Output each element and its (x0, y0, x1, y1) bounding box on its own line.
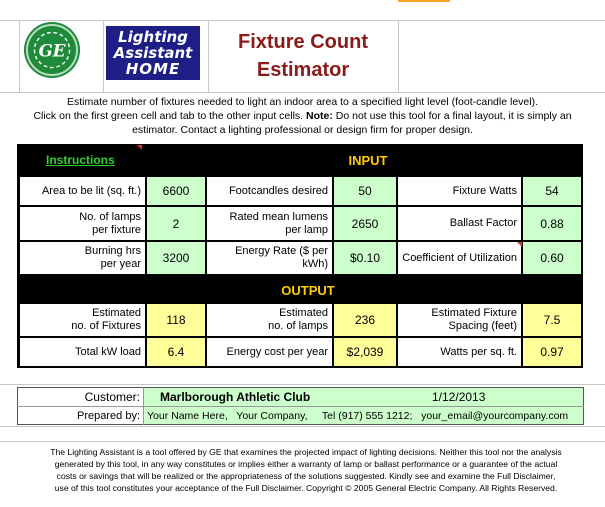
prepared-by-label: Prepared by: (77, 409, 140, 422)
lumens-label-1: Rated mean lumens (229, 210, 328, 223)
intro-line-2 (0, 109, 605, 123)
lumens-label (207, 207, 332, 240)
fixtures-label-2: no. of Fixtures (71, 320, 141, 332)
disclaimer (36, 446, 576, 494)
page-title (210, 28, 396, 84)
ballast-factor-label: Ballast Factor (398, 207, 521, 240)
lumens-label-2: per lamp (285, 223, 328, 236)
est-lamps-label-2: no. of lamps (268, 320, 328, 332)
cu-label: Coefficient of Utilization (398, 242, 521, 274)
hours-label-1: Burning hrs (84, 245, 141, 257)
instructions-link[interactable]: Instructions (46, 153, 115, 167)
footcandles-input[interactable]: 50 (334, 177, 396, 205)
output-heading: OUTPUT (281, 282, 335, 298)
customer-name[interactable]: Marlborough Athletic Club (160, 390, 311, 404)
intro-line-1: Estimate number of fixtures needed to light an indoor area to a specified light level (foot-candle level). (66, 96, 538, 108)
input-heading: INPUT (348, 152, 388, 168)
energy-rate-input[interactable]: $0.10 (334, 242, 396, 274)
total-kw-label: Total kW load (20, 338, 145, 366)
watts-per-sqft-value: 0.97 (523, 338, 581, 366)
prepared-by-value[interactable]: Your Name Here, Your Company, Tel (917) 555 1212; your_email@yourcompany.com (147, 409, 569, 422)
ge-logo (26, 24, 78, 76)
disclaimer-line-3: costs or savings that will be realized or the appropriateness of the solutions suggested. Kindly see and examine the Full Disclaimer, (56, 471, 556, 481)
customer-date[interactable]: 1/12/2013 (432, 390, 486, 404)
title-line-2: Estimator (256, 59, 350, 81)
disclaimer-line-2: generated by this tool, in any way constitutes or implies either a warranty of lamp or ballast performance or a guarantee of the actual (54, 459, 558, 469)
disclaimer-line-4: use of this tool constitutes your acceptance of the Full Disclaimer. Copyright © 2005 General Electric Company. All Rights Reserved. (54, 483, 558, 493)
burning-hours-label (20, 242, 145, 274)
total-kw-value: 6.4 (147, 338, 205, 366)
fixture-spacing-label (398, 304, 521, 336)
est-fixtures-value: 118 (147, 304, 205, 336)
disclaimer-line-1: The Lighting Assistant is a tool offered by GE that examines the projected impact of lighting decisions. Neither this tool nor the analysis (50, 447, 562, 457)
ge-logo-text: GE (38, 40, 66, 61)
cu-input[interactable]: 0.60 (523, 242, 581, 274)
intro-note: Note: (306, 110, 333, 122)
customer-label: Customer: (84, 390, 140, 404)
spacing-label-2: Spacing (feet) (448, 320, 517, 332)
area-label: Area to be lit (sq. ft.) (20, 177, 145, 205)
est-lamps-label (207, 304, 332, 336)
intro-line-2b: Do not use this tool for a final layout, it is simply an (332, 110, 572, 122)
fixture-watts-label: Fixture Watts (398, 177, 521, 205)
comment-marker-icon (517, 242, 522, 247)
energy-cost-value: $2,039 (334, 338, 396, 366)
hours-label-2: per year (100, 258, 141, 270)
burning-hours-input[interactable]: 3200 (147, 242, 205, 274)
logo-line-3: HOME (125, 60, 181, 78)
lumens-input[interactable]: 2650 (334, 207, 396, 240)
intro-line-3: estimator. Contact a lighting professional or design firm for proper design. (132, 124, 473, 136)
comment-marker-icon (137, 145, 142, 150)
energy-rate-label: Energy Rate ($ per kWh) (207, 242, 332, 274)
footcandles-label: Footcandles desired (207, 177, 332, 205)
lighting-assistant-logo (106, 26, 200, 80)
intro-text (0, 95, 605, 137)
lamps-label-2: per fixture (92, 223, 141, 236)
est-fixtures-label (20, 304, 145, 336)
area-input[interactable]: 6600 (147, 177, 205, 205)
lamps-per-fixture-input[interactable]: 2 (147, 207, 205, 240)
intro-line-2a: Click on the first green cell and tab to the other input cells. (33, 110, 307, 122)
ballast-factor-input[interactable]: 0.88 (523, 207, 581, 240)
fixture-spacing-value: 7.5 (523, 304, 581, 336)
lamps-label-1: No. of lamps (79, 210, 141, 223)
fixtures-label-1: Estimated (92, 307, 141, 319)
est-lamps-value: 236 (334, 304, 396, 336)
logo-line-1: Lighting (118, 28, 188, 46)
lamps-per-fixture-label (20, 207, 145, 240)
watts-per-sqft-label: Watts per sq. ft. (398, 338, 521, 366)
fixture-watts-input[interactable]: 54 (523, 177, 581, 205)
spacing-label-1: Estimated Fixture (431, 307, 517, 319)
title-line-1: Fixture Count (238, 31, 368, 53)
logo-line-2: Assistant (113, 44, 193, 62)
est-lamps-label-1: Estimated (279, 307, 328, 319)
ge-logo-icon (28, 26, 76, 74)
energy-cost-label: Energy cost per year (207, 338, 332, 366)
